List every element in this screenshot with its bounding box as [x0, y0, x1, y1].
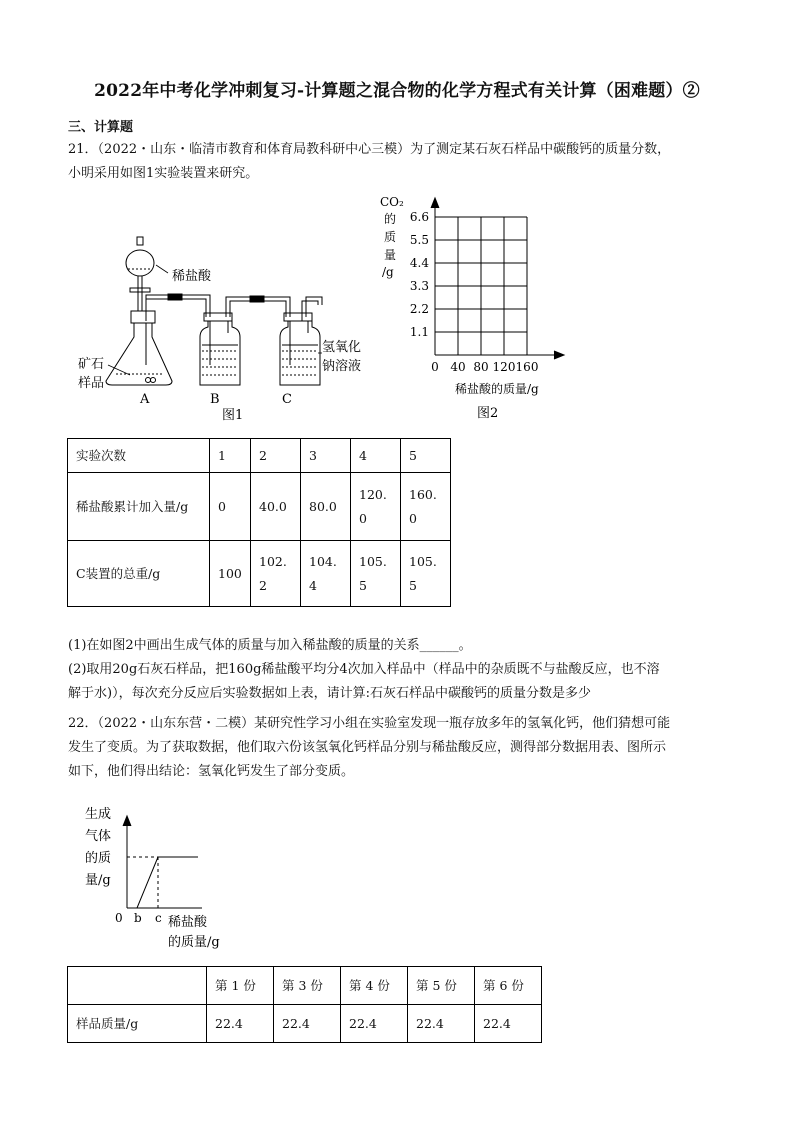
wash-bottle-b	[200, 313, 240, 385]
table-cell: 22.4	[408, 1005, 475, 1043]
table-cell: 第 3 份	[274, 967, 341, 1005]
fig2-xlabel: 稀盐酸的质量/g	[455, 382, 539, 396]
fig2-ylabel-co2: CO₂	[380, 195, 404, 209]
figure-2-grid	[375, 192, 575, 427]
absorption-bottle-c	[280, 313, 320, 385]
table-cell	[251, 541, 301, 607]
table-cell: 稀盐酸累计加入量/g	[68, 473, 210, 541]
q22-xlabel-1: 稀盐酸	[168, 915, 208, 930]
conical-flask-a	[106, 311, 172, 385]
figure-1-caption: 图1	[222, 408, 244, 423]
fig2-yticks	[410, 210, 429, 339]
table-cell: 22.4	[274, 1005, 341, 1043]
q21-sub2-line1: (2)取用20g石灰石样品，把160g稀盐酸平均分4次加入样品中（样品中的杂质既不与盐酸反应，也不溶	[68, 662, 660, 677]
q22-gas-graph	[80, 800, 240, 955]
fig2-xtick-label: 40	[450, 360, 466, 374]
q22-ylabel-3: 的质	[85, 851, 112, 866]
question-22-text	[68, 712, 728, 784]
table-row	[68, 967, 542, 1005]
cell-line: 4	[309, 577, 317, 593]
q22-line3: 如下，他们得出结论：氢氧化钙发生了部分变质。	[68, 764, 355, 779]
question-21-subparts	[68, 634, 728, 706]
fig2-xtick-label: 160	[515, 360, 539, 374]
section-heading: 三、计算题	[68, 120, 134, 135]
table-cell	[401, 541, 451, 607]
table-row	[68, 1005, 542, 1043]
fig2-ytick-label: 3.3	[409, 279, 429, 293]
figure-2-caption: 图2	[477, 406, 499, 421]
label-dilute-acid: 稀盐酸	[172, 269, 212, 284]
q22-ylabel-4: 量/g	[85, 873, 111, 888]
fig2-ytick-label: 4.4	[409, 256, 429, 270]
fig2-xtick-label: 0	[431, 360, 439, 374]
table-cell: 3	[301, 439, 351, 473]
q21-sub2-line2: 解于水)），每次充分反应后实验数据如上表，请计算:石灰石样品中碳酸钙的质量分数是多少	[68, 686, 591, 701]
fig2-ylabel-3: 量	[384, 248, 397, 262]
connecting-tubes	[146, 294, 322, 321]
question-21-text	[68, 138, 728, 186]
table-cell: 22.4	[341, 1005, 408, 1043]
table-cell: 22.4	[475, 1005, 542, 1043]
table-cell: 40.0	[251, 473, 301, 541]
fig2-y-arrow	[431, 198, 439, 208]
table-cell	[68, 967, 207, 1005]
fig2-xtick-label: 80	[473, 360, 489, 374]
fig2-x-arrow	[554, 351, 564, 359]
table-row	[68, 541, 451, 607]
label-c: C	[282, 392, 292, 407]
cell-line: 105.	[359, 553, 387, 569]
fig2-grid-lines	[431, 198, 564, 359]
label-naoh-1: 氢氧化	[322, 340, 362, 355]
cell-line: 5	[359, 577, 367, 593]
fig2-ylabel-1: 的	[384, 212, 397, 226]
fig2-xticks	[431, 360, 538, 374]
q22-x-b: b	[134, 911, 142, 925]
fig2-ytick-label: 5.5	[409, 233, 429, 247]
q22-ylabel-2: 气体	[85, 829, 112, 844]
cell-line: 105.	[409, 553, 437, 569]
fig2-ytick-label: 2.2	[409, 302, 429, 316]
page-title: 2022年中考化学冲刺复习-计算题之混合物的化学方程式有关计算（困难题）②	[94, 81, 700, 101]
table-cell: 1	[210, 439, 251, 473]
table-cell: 第 5 份	[408, 967, 475, 1005]
label-naoh-2: 钠溶液	[322, 359, 362, 374]
table-cell: 第 6 份	[475, 967, 542, 1005]
fig2-ylabel-4: /g	[382, 265, 394, 279]
q22-x-0: 0	[115, 911, 123, 925]
table-cell: C装置的总重/g	[68, 541, 210, 607]
fig2-xtick-label: 120	[492, 360, 516, 374]
label-ore-1: 矿石	[78, 357, 105, 372]
experiment-data-table	[67, 438, 451, 607]
label-a: A	[140, 392, 150, 407]
sample-table	[67, 966, 542, 1043]
table-cell: 4	[351, 439, 401, 473]
cell-line: 2	[259, 577, 267, 593]
table-cell: 80.0	[301, 473, 351, 541]
fig2-ylabel-2: 质	[384, 230, 397, 244]
table-cell: 实验次数	[68, 439, 210, 473]
table-cell	[301, 541, 351, 607]
cell-line: 0	[409, 510, 417, 526]
fig2-ytick-label: 1.1	[409, 325, 429, 339]
cell-line: 5	[409, 577, 417, 593]
cell-line: 160.	[409, 486, 437, 502]
table-cell: 2	[251, 439, 301, 473]
fig2-ytick-label: 6.6	[409, 210, 429, 224]
table-cell: 第 4 份	[341, 967, 408, 1005]
table-cell: 100	[210, 541, 251, 607]
table-cell	[351, 473, 401, 541]
cell-line: 104.	[309, 553, 337, 569]
q22-xlabel-2: 的质量/g	[168, 935, 220, 950]
figure-1-apparatus	[60, 225, 380, 430]
q21-line2: 小明采用如图1实验装置来研究。	[68, 166, 259, 181]
q22-rising-line	[137, 857, 158, 908]
q21-sub1: (1)在如图2中画出生成气体的质量与加入稀盐酸的质量的关系______。	[68, 638, 472, 653]
table-cell	[351, 541, 401, 607]
table-row	[68, 439, 451, 473]
q22-axes	[123, 816, 202, 908]
q22-ylabel-1: 生成	[85, 807, 112, 822]
cell-line: 0	[359, 510, 367, 526]
q22-x-c: c	[155, 911, 162, 925]
q21-line1: 21．（2022・山东・临清市教育和体育局教科研中心三模）为了测定某石灰石样品中碳酸钙的质量分数，	[68, 142, 671, 157]
label-ore-2: 样品	[78, 376, 105, 391]
separatory-funnel	[126, 237, 154, 311]
q22-line1: 22．（2022・山东东营・二模）某研究性学习小组在实验室发现一瓶存放多年的氢氧化钙，他们猜想可能	[68, 716, 671, 731]
cell-line: 120.	[359, 486, 387, 502]
table-cell: 22.4	[207, 1005, 274, 1043]
table-cell: 0	[210, 473, 251, 541]
table-cell: 第 1 份	[207, 967, 274, 1005]
table-cell: 5	[401, 439, 451, 473]
q22-line2: 发生了变质。为了获取数据，他们取六份该氢氧化钙样品分别与稀盐酸反应，测得部分数据用表、图所示	[68, 740, 667, 755]
cell-line: 102.	[259, 553, 287, 569]
table-cell	[401, 473, 451, 541]
label-b: B	[210, 392, 220, 407]
table-row	[68, 473, 451, 541]
table-cell: 样品质量/g	[68, 1005, 207, 1043]
